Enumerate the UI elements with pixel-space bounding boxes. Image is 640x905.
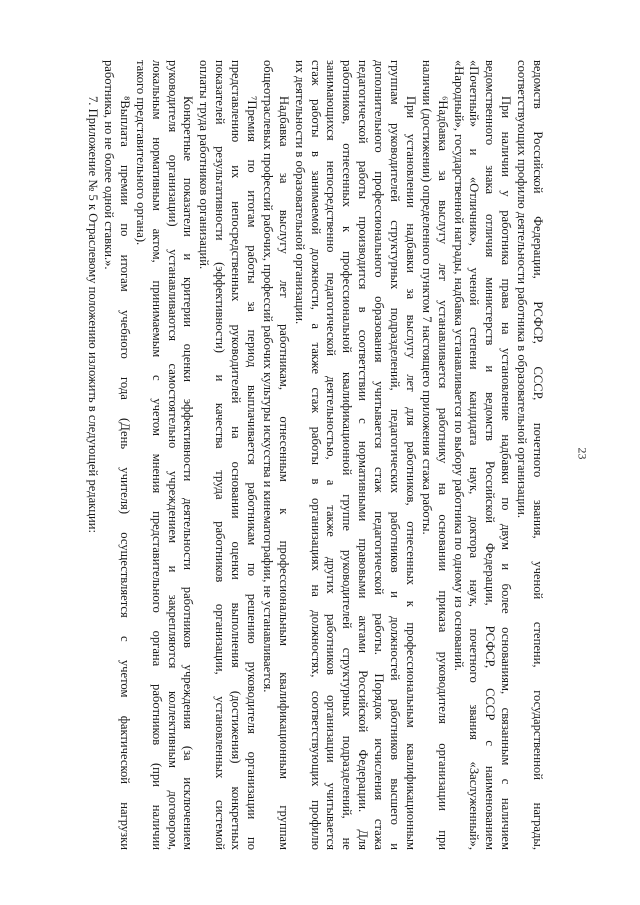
text-line-content: стаж работы в занимаемой должности, а также стаж работы в организациях на должностях, соответствующих профилю	[308, 60, 323, 850]
text-line-content: При наличии у работника права на установление надбавки по двум и более основаниям, связанным с наличием	[499, 96, 514, 850]
text-line	[354, 60, 370, 850]
text-line-content: их деятельности в образовательной организации.	[292, 60, 307, 325]
text-line-content: локальным нормативным актом, принимаемым с учетом мнения представительного органа работников (при наличии	[149, 60, 164, 850]
text-line-content: ⁸Выплата премии по итогам учебного года (День учителя) осуществляется с учетом фактической нагрузки	[117, 96, 132, 850]
text-line-content: работников, отнесенных к профессиональной квалификационной группе руководителей структурных подразделений, не	[340, 60, 355, 850]
text-line-content: соответствующих профилю деятельности работника в образовательной организации.	[515, 60, 530, 518]
text-line	[243, 60, 259, 850]
text-line	[497, 60, 513, 850]
text-line-content: дополнительного профессионального образования учитывается стаж педагогической работы. Порядок исчисления стажа	[372, 60, 387, 850]
text-line-content: Конкретные показатели и критерии оценки эффективности деятельности работников учреждения (за исключением	[181, 96, 196, 850]
text-line	[291, 60, 307, 850]
text-line	[370, 60, 386, 850]
text-line-content: группам руководителей структурных подразделений, педагогических работников и должностей работников высшего и	[387, 60, 402, 850]
text-line	[402, 60, 418, 850]
text-line	[307, 60, 323, 850]
text-line	[84, 60, 100, 850]
text-line-content: такого представительного органа).	[133, 60, 148, 246]
text-line	[450, 60, 466, 850]
text-line-content: При установлении надбавки за выслугу лет для работников, отнесенных к профессиональным квалификационным	[403, 96, 418, 850]
text-line-content: оплаты труда работников организаций.	[197, 60, 212, 270]
text-line	[100, 60, 116, 850]
text-line	[323, 60, 339, 850]
text-line	[418, 60, 434, 850]
text-line-content: представлению их непосредственных руководителей на основании оценки выполнения (достижения) конкретных	[229, 60, 244, 850]
text-line	[195, 60, 211, 850]
text-line-content: показателей результативности (эффективности) и качества труда работников организации, установленных системой	[213, 60, 228, 850]
text-line	[180, 60, 196, 850]
text-line	[164, 60, 180, 850]
text-line-content: ⁷Премия по итогам работы за период выплачивается работникам по решению руководителя организации по	[244, 96, 259, 850]
text-line-content: «Народный», государственной награды, надбавка устанавливается по выбору работника по одному из оснований.	[451, 60, 466, 671]
text-line-content: ведомств Российской Федерации, РСФСР, СССР, почетного звания, ученой степени, государственной награды,	[531, 60, 545, 850]
page-number: 23	[575, 447, 590, 460]
text-line	[513, 60, 529, 850]
text-line	[386, 60, 402, 850]
text-line-content: занимающихся непосредственно педагогической деятельностью, а также других работников организации учитывается	[324, 60, 339, 850]
text-line-content: ⁶Надбавка за выслугу лет устанавливается работнику на основании приказа руководителя организации при	[435, 96, 450, 850]
text-line-content: ведомственного знака отличия министерств и ведомств Российской Федерации, РСФСР, СССР с наименованием	[483, 60, 498, 850]
text-line	[481, 60, 497, 850]
rotated-text-block	[84, 60, 545, 850]
text-line-content: работника, но не более одной ставки.».	[101, 60, 116, 270]
text-line	[227, 60, 243, 850]
text-line	[132, 60, 148, 850]
text-line	[116, 60, 132, 850]
text-line	[529, 60, 545, 850]
text-line-content: наличии (достижении) определенного пунктом 7 настоящего приложения стажа работы.	[419, 60, 434, 535]
text-line	[211, 60, 227, 850]
text-line	[259, 60, 275, 850]
text-line-content: 7. Приложение № 5 к Отраслевому положению изложить в следующей редакции:	[86, 96, 101, 533]
text-line-content: руководителя организации) устанавливаются самостоятельно учреждением и закрепляются коллективным договором,	[165, 60, 180, 850]
text-line	[148, 60, 164, 850]
text-line	[466, 60, 482, 850]
text-line-content: общеотраслевых профессий рабочих, профессий рабочих культуры искусства и кинематографии, не устанавливается.	[260, 60, 275, 693]
text-line-content: педагогической работы производится в соответствии с нормативными правовыми актами Российской Федерации. Для	[356, 60, 371, 850]
text-line	[338, 60, 354, 850]
text-line	[275, 60, 291, 850]
text-line	[434, 60, 450, 850]
text-line-content: Надбавка за выслугу лет работникам, отнесенным к профессиональным квалификационным группам	[276, 96, 291, 850]
text-line-content: «Почетный» и «Отличник», ученой степени кандидата наук, доктора наук, почетного звания «Заслуженный»,	[467, 60, 482, 850]
